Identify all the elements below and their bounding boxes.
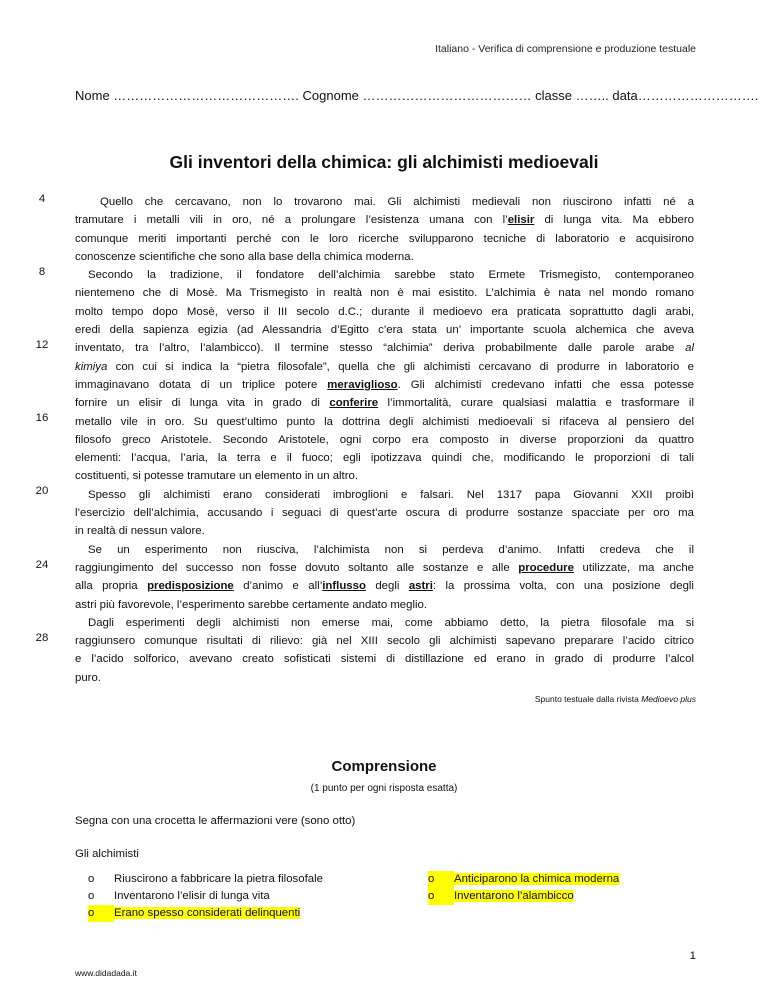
passage-line: eredi della sapienza egizia (ad Alessandria d’Egitto c’era stata un’ importante scuola alchemica che aveva (75, 324, 694, 337)
passage-line: costituenti, si potesse tramutare un elemento in un altro. (75, 470, 359, 483)
option-label: Inventarono l’alambicco (454, 890, 574, 902)
student-info-line: Nome ……………………………………. Cognome ………………………………… classe …….. data………………………. (75, 88, 759, 103)
passage-line: comunque meriti importanti perché con le loro ricerche svilupparono tecniche di laboratorio e acquisirono (75, 232, 694, 245)
passage-line: raggiunsero comunque risultati di rilievo: già nel XIII secolo gli alchimisti sapevano preparare l’acido citrico (75, 635, 694, 648)
page-title: Gli inventori della chimica: gli alchimisti medioevali (169, 152, 599, 172)
passage-line: Secondo la tradizione, il fondatore dell’alchimia sarebbe stato Ermete Trismegisto, contemporaneo (88, 269, 694, 282)
line-number: 28 (35, 632, 49, 644)
passage-text (75, 193, 694, 687)
passage-line: e l’acido solforico, avevano creato sofisticati sistemi di distillazione ed erano in grado di produrre l’alcol (75, 653, 694, 666)
source-note (535, 694, 696, 704)
passage-line: molto tempo dopo Mosè, verso il III secolo d.C.; durante il medioevo era praticata soprattutto dagli arabi, (75, 305, 694, 318)
passage-line: immaginavano dotata di un triplice potere meraviglioso. Gli alchimisti credevano infatti che essa potesse (75, 378, 694, 391)
source-magazine: Medioevo plus (641, 694, 696, 704)
passage-line: raggiungimento del successo non fosse dovuto soltanto alle sostanze e alle procedure utilizzate, ma anche (75, 561, 694, 574)
footer-site: www.didadada.it (75, 968, 137, 978)
passage-line: astri più favorevole, l’esperimento sarebbe certamente andato meglio. (75, 598, 428, 611)
source-prefix: Spunto testuale dalla rivista (534, 694, 642, 704)
passage-line: kimiya con cui si indica la “pietra filosofale”, quella che gli alchimisti cercavano di produrre in laboratorio e (75, 360, 694, 373)
passage-line: Spesso gli alchimisti erano considerati imbroglioni e falsari. Nel 1317 papa Giovanni XXII proibì (88, 488, 694, 501)
checkbox-bullet-icon[interactable]: o (428, 888, 454, 905)
passage-line: conoscenze scientifiche che sono alla base della chimica moderna. (75, 250, 414, 263)
section-title: Comprensione (331, 758, 437, 775)
line-number: 4 (38, 193, 46, 205)
true-false-option[interactable] (428, 888, 619, 905)
option-label: Inventarono l’elisir di lunga vita (114, 890, 270, 902)
checkbox-bullet-icon[interactable]: o (88, 890, 95, 902)
passage-line: Se un esperimento non riusciva, l’alchimista non si perdeva d’animo. Infatti credeva che il (88, 543, 694, 556)
line-number: 8 (38, 266, 46, 278)
passage-line: inventato, tra l’altro, l’alambicco). Il termine stesso “alchimia” deriva probabilmente dalle parole arabe al (75, 342, 694, 355)
checkbox-bullet-icon[interactable]: o (88, 873, 95, 885)
true-false-option[interactable] (88, 888, 323, 905)
passage-line: elementi: l’acqua, l’aria, la terra e il fuoco; egli ipotizzava quindi che, modificando le proporzioni di tali (75, 452, 694, 465)
section-points: (1 punto per ogni risposta esatta) (310, 783, 458, 794)
passage-line: nientemeno che di Mosè. Ma Trismegisto in realtà non è mai esistito. L’alchimia è nata nel mondo romano (75, 287, 694, 300)
true-false-option[interactable] (88, 871, 323, 888)
line-number: 20 (35, 485, 49, 497)
page-header: Italiano - Verifica di comprensione e produzione testuale (435, 43, 696, 55)
passage-line: fornire un elisir di lunga vita in grado di conferire l’immortalità, curare qualsiasi malattia e trasformare il (75, 397, 694, 410)
page-number: 1 (689, 950, 696, 962)
passage-line: alla propria predisposizione d’animo e all’influsso degli astri: la prossima volta, con una posizione degli (75, 580, 694, 593)
options-intro: Gli alchimisti (75, 848, 139, 860)
line-number: 12 (35, 339, 49, 351)
checkbox-bullet-icon[interactable]: o (428, 871, 454, 888)
options-left-column (88, 871, 323, 922)
passage-line: puro. (75, 671, 101, 684)
true-false-option[interactable] (88, 905, 323, 922)
passage-line: metallo vile in oro. Su quest’ultimo punto la dottrina degli alchimisti medioevali si rifaceva al pensiero del (75, 415, 694, 428)
option-label: Erano spesso considerati delinquenti (114, 907, 301, 919)
section-instruction: Segna con una crocetta le affermazioni vere (sono otto) (75, 815, 356, 827)
option-label: Anticiparono la chimica moderna (454, 873, 620, 885)
passage-line: l’esercizio dell’alchimia, accusando i seguaci di quest’arte oscura di produrre sostanze spacciate per oro ma (75, 507, 694, 520)
options-right-column (428, 871, 619, 905)
passage-line: tramutare i metalli vili in oro, né a prolungare l’esistenza umana con l’elisir di lunga vita. Ma ebbero (75, 214, 694, 227)
passage-line: in realtà di nessun valore. (75, 525, 205, 538)
option-label: Riuscirono a fabbricare la pietra filosofale (114, 873, 323, 885)
checkbox-bullet-icon[interactable]: o (88, 905, 114, 922)
true-false-option[interactable] (428, 871, 619, 888)
line-number: 16 (35, 412, 49, 424)
passage-line: Dagli esperimenti degli alchimisti non emerse mai, come abbiamo detto, la pietra filosofale ma si (88, 616, 694, 629)
passage-line: filosofo greco Aristotele. Secondo Aristotele, ogni corpo era composto in diverse proporzioni da quattro (75, 433, 694, 446)
line-number: 24 (35, 559, 49, 571)
passage-line: Quello che cercavano, non lo trovarono mai. Gli alchimisti medievali non riuscirono infatti né a (100, 196, 694, 208)
